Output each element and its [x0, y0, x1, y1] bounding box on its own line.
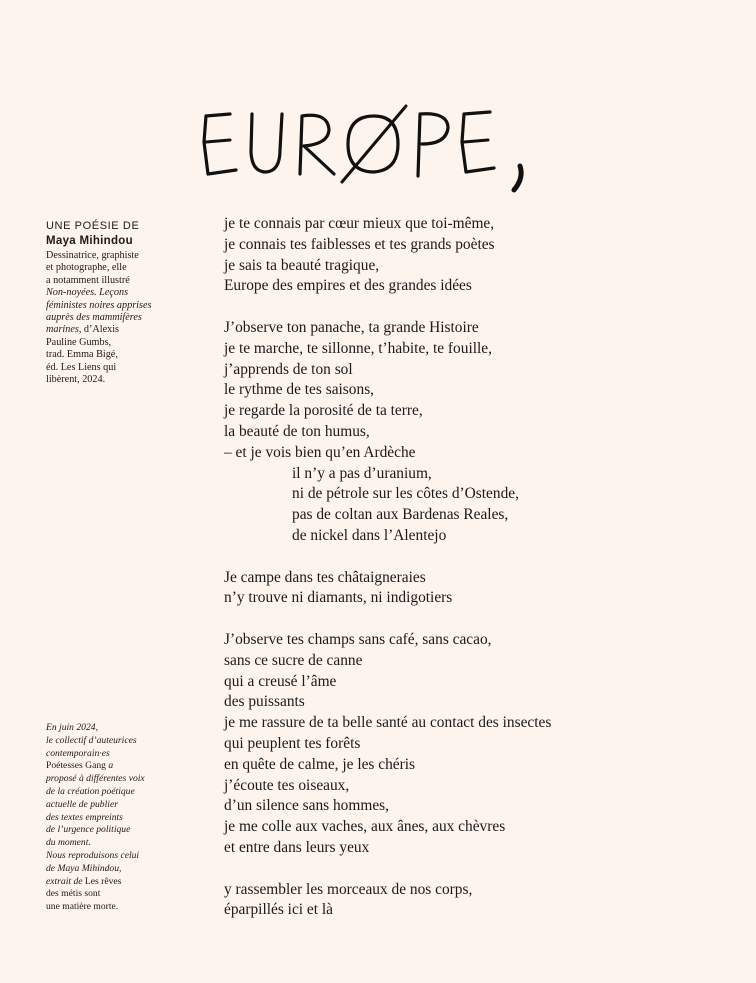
note-line [46, 876, 176, 889]
bio-line-suffix: , d’Alexis [78, 324, 120, 336]
note-line [46, 786, 176, 799]
bio-line-text: libèrent, 2024. [46, 374, 106, 386]
note-line-text: proposé à différentes voix [46, 773, 145, 785]
poem-line: qui a creusé l’âme [224, 672, 337, 690]
note-line-text: du moment. [46, 837, 91, 849]
poem-line: d’un silence sans hommes, [224, 797, 389, 815]
poem-line: pas de coltan aux Bardenas Reales, [292, 506, 509, 524]
note-line [46, 735, 176, 748]
poem-line: Je campe dans tes châtaigneraies [224, 568, 426, 586]
bio-line-text: Pauline Gumbs, [46, 336, 112, 348]
poem-line: je te marche, te sillonne, t’habite, te fouille, [224, 339, 492, 357]
note-line [46, 850, 176, 863]
stanza-break [224, 609, 744, 630]
poem-line: éparpillés ici et là [224, 901, 333, 919]
bio-line-text: auprès des mammifères [46, 312, 142, 324]
poem-line: J’observe tes champs sans café, sans cacao, [224, 630, 492, 648]
note-line [46, 722, 176, 735]
bio-line-text: éd. Les Liens qui [46, 361, 117, 373]
poem-line: le rythme de tes saisons, [224, 381, 375, 399]
note-line [46, 760, 176, 773]
note-line-text: En juin 2024, [46, 722, 98, 733]
bio-line [46, 300, 176, 312]
bio-line [46, 362, 176, 374]
author-bio [46, 250, 176, 386]
stanza-break [224, 547, 744, 568]
note-line [46, 837, 176, 850]
note-line-text: une matière morte. [46, 901, 119, 913]
poem-line: je sais ta beauté tragique, [224, 256, 380, 274]
note-line-suffix: a [105, 760, 114, 772]
poem-line: et entre dans leurs yeux [224, 838, 370, 856]
bio-line-text: trad. Emma Bigé, [46, 349, 118, 361]
bio-line [46, 324, 176, 336]
poem-line: la beauté de ton humus, [224, 422, 370, 440]
poem-line: j’apprends de ton sol [224, 360, 353, 378]
poem-line: j’écoute tes oiseaux, [224, 776, 350, 794]
poem-title [196, 92, 536, 202]
note-line [46, 748, 176, 761]
bio-line [46, 349, 176, 361]
note-line-text: actuelle de publier [46, 798, 118, 810]
bio-line [46, 374, 176, 386]
bio-line-text: Dessinatrice, graphiste [46, 250, 139, 261]
poem-body [224, 214, 744, 921]
poem-line: je me rassure de ta belle santé au contact des insectes [224, 714, 552, 732]
stanza-break [224, 859, 744, 880]
poem-line: des puissants [224, 693, 305, 711]
note-line-text: Nous reproduisons celui [46, 849, 140, 861]
bio-line [46, 337, 176, 349]
note-line-text: des textes empreints [46, 811, 123, 823]
poem-line: je connais tes faiblesses et tes grands poètes [224, 235, 495, 253]
bio-line-text: Non-noyées. Leçons [46, 287, 129, 299]
note-line [46, 901, 176, 914]
bio-line-text: a notamment illustré [46, 274, 130, 286]
poem-line: je te connais par cœur mieux que toi-même, [224, 215, 495, 232]
bio-line [46, 312, 176, 324]
bio-line [46, 275, 176, 287]
note-line-text: de Maya Mihindou, [46, 862, 122, 874]
note-line-text: extrait de [46, 875, 83, 887]
note-line [46, 812, 176, 825]
poem-line: je regarde la porosité de ta terre, [224, 402, 423, 420]
poem-line: y rassembler les morceaux de nos corps, [224, 880, 473, 898]
poem-line: n’y trouve ni diamants, ni indigotiers [224, 589, 453, 607]
note-line [46, 824, 176, 837]
note-line [46, 888, 176, 901]
bio-line-text: marines [46, 324, 79, 336]
poem-line: qui peuplent tes forêts [224, 734, 361, 752]
author-kicker: UNE POÉSIE DE [46, 220, 140, 232]
note-line-text: Poétesses Gang [46, 760, 106, 772]
author-name: Maya Mihindou [46, 235, 133, 247]
poem-line: de nickel dans l’Alentejo [292, 526, 447, 544]
poem-line: en quête de calme, je les chéris [224, 755, 416, 773]
poem-line: sans ce sucre de canne [224, 651, 363, 669]
note-line-text: des métis sont [46, 888, 101, 900]
bio-line [46, 262, 176, 274]
poem-line: il n’y a pas d’uranium, [292, 464, 432, 482]
note-line-text: contemporain·es [46, 747, 110, 759]
note-line-suffix: Les rêves [82, 875, 122, 887]
bio-line-text: et photographe, elle [46, 262, 127, 274]
bio-line [46, 250, 176, 262]
editorial-note [46, 722, 176, 914]
handwritten-title-drawing [196, 92, 536, 202]
poem-line: je me colle aux vaches, aux ânes, aux chèvres [224, 818, 506, 836]
author-sidebar [46, 219, 176, 386]
bio-line-text: féministes noires apprises [46, 299, 152, 311]
note-line-text: de l’urgence politique [46, 824, 131, 836]
note-line [46, 773, 176, 786]
poem-line: Europe des empires et des grandes idées [224, 277, 472, 295]
poem-line: J’observe ton panache, ta grande Histoire [224, 318, 479, 336]
note-line-text: de la création poétique [46, 785, 135, 797]
poem-line: – et je vois bien qu’en Ardèche [224, 443, 416, 461]
stanza-break [224, 297, 744, 318]
poem-line: ni de pétrole sur les côtes d’Ostende, [292, 485, 519, 503]
note-line [46, 863, 176, 876]
bio-line [46, 287, 176, 299]
note-line-text: le collectif d’auteurices [46, 734, 137, 746]
note-line [46, 799, 176, 812]
